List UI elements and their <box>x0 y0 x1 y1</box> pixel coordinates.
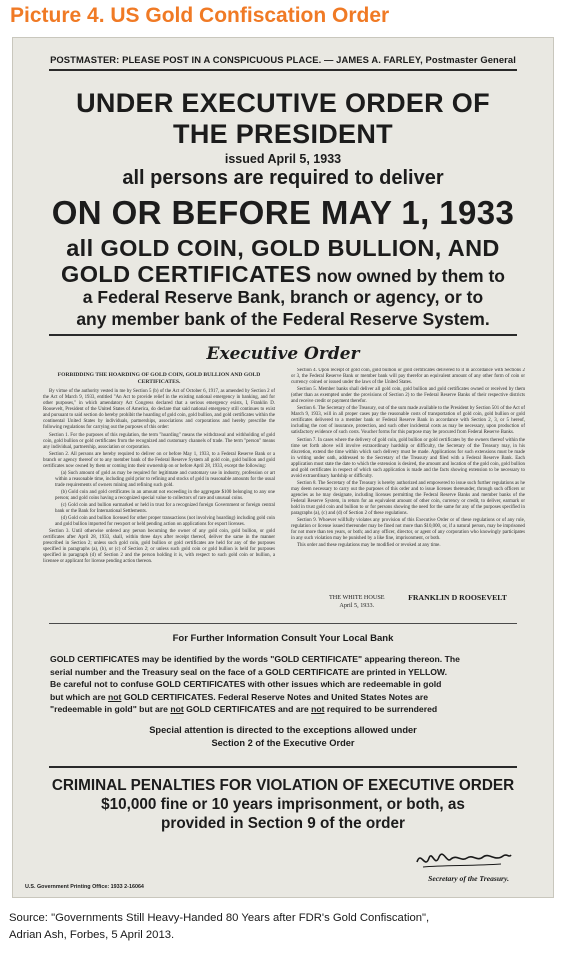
section-2d-paragraph: (d) Gold coin and bullion licensed for other proper transactions (not involving hoarding) including gold coin and gold bullion imported for reexport or held pending action on applications for export licenses. <box>55 516 275 528</box>
white-house-label: THE WHITE HOUSE <box>329 594 385 601</box>
gold-line-3: a Federal Reserve Bank, branch or agency, or to <box>82 287 484 307</box>
source-citation <box>9 910 429 944</box>
left-column-heading: FORBIDDING THE HOARDING OF GOLD COIN, GOLD BULLION AND GOLD CERTIFICATES. <box>57 372 261 385</box>
notice-line-4-b: GOLD CERTIFICATES. Federal Reserve Notes and United States Notes are <box>121 691 429 702</box>
gold-order-poster <box>12 37 554 898</box>
notice-line-2: serial number and the Treasury seal on the face of a GOLD CERTIFICATE are printed in YELLOW. <box>50 666 447 677</box>
special-line-1: Special attention is directed to the exceptions allowed under <box>149 725 417 735</box>
section-3-paragraph: Section 3. Until otherwise ordered any person becoming the owner of any gold coin, gold bullion, or gold certificates after April 28, 1933, shall, within three days after receipt thereof, deliver the same in the manner prescribed in Section 2; unless such gold coin, gold bullion or gold certificates are held for any of the purposes specified in paragraphs (a), (b), or (c) of Section 2; or unless such gold coin or gold bullion is held for purposes specified in paragraph (d) of Section 2 and the person holding it is, with respect to such gold coin or bullion, a licensee or applicant for license pending action thereon. <box>43 529 275 565</box>
section-2c-paragraph: (c) Gold coin and bullion earmarked or held in trust for a recognized foreign Government or foreign central bank or the Bank for International Settlements. <box>55 503 275 515</box>
top-divider <box>49 69 517 71</box>
section-2a-paragraph: (a) Such amount of gold as may be required for legitimate and customary use in industry, profession or art within a reasonable time, including gold prior to refining and stocks of gold in reasonable amounts for the usual trade requirements of owners mining and refining such gold. <box>55 470 275 488</box>
order-date: April 5, 1933. <box>339 602 375 609</box>
section-6-paragraph: Section 6. The Secretary of the Treasury, out of the sum made available to the President by Section 501 of the Act of March 9, 1933, will in all proper cases pay the reasonable costs of transportation of gold coin, gold bullion or gold certificates delivered to a member bank or Federal Reserve Bank in accordance with Section 2, 3, or 5 hereof, including the cost of insurance, protection, and such other incidental costs as may be necessary, upon production of satisfactory evidence of such costs. Voucher forms for this purpose may be procured from Federal Reserve Banks. <box>291 406 525 436</box>
section-8-paragraph: Section 8. The Secretary of the Treasury is hereby authorized and empowered to issue such further regulations as he may deem necessary to carry out the purposes of this order and to issue licenses thereunder, through such officers or agencies as he may designate, including licenses permitting the Federal Reserve Banks and member banks of the Federal Reserve System, in return for an equivalent amount of other coin, currency or credit, to deliver, earmark or hold in trust gold coin and bullion to or for persons showing the need for the same for any of the purposes specified in paragraphs (a), (c) and (d) of Section 2 of these regulations. <box>291 480 525 517</box>
gold-certificates-text: GOLD CERTIFICATES <box>61 261 312 287</box>
section-2b-paragraph: (b) Gold coin and gold certificates in an amount not exceeding in the aggregate $100 belonging to any one person; and gold coins having a recognized special value to collectors of rare and unusual coins. <box>55 489 275 501</box>
postmaster-notice: POSTMASTER: PLEASE POST IN A CONSPICUOUS PLACE. — JAMES A. FARLEY, Postmaster General <box>50 54 516 65</box>
section-1-paragraph: Section 1. For the purposes of this regulation, the term "hoarding" means the withdrawal and withholding of gold coin, gold bullion or gold certificates from the recognized and customary channels of trade. The term "person" means any individual, partnership, association or corporation. <box>43 432 275 450</box>
section-9-paragraph: Section 9. Whoever willfully violates any provision of this Executive Order or of these regulations or of any rule, regulation or license issued thereunder may be fined not more than $10,000, or, if a natural person, may be imprisoned for not more than ten years, or both; and any officer, director, or agent of any corporation who knowingly participates in any such violation may be punished by a like fine, imprisonment, or both. <box>291 518 525 542</box>
mid-divider <box>49 334 517 336</box>
gold-line-1: all GOLD COIN, GOLD BULLION, AND <box>66 235 500 261</box>
penalty-line-2: $10,000 fine or 10 years imprisonment, or both, as <box>101 796 465 813</box>
modification-paragraph: This order and these regulations may be modified or revoked at any time. <box>297 543 441 549</box>
section-7-paragraph: Section 7. In cases where the delivery of gold coin, gold bullion or gold certificates by the owners thereof within the time set forth above will involve extraordinary hardship or difficulty, the Secretary of the Treasury may, in his discretion, extend the time within which such delivery must be made. Applications for such extensions must be made in writing under oath, addressed to the Secretary of the Treasury and filed with a Federal Reserve Bank. Each application must state the date to which the extension is desired, the amount and location of the gold coin, gold bullion and gold certificates in respect of which such application is made and the facts showing extension to be necessary to avoid extraordinary hardship or difficulty. <box>291 437 525 479</box>
president-signature-name: FRANKLIN D ROOSEVELT <box>408 593 507 602</box>
notice-line-4-underline: not <box>108 691 122 702</box>
penalty-line-3: provided in Section 9 of the order <box>161 815 405 832</box>
gold-line-4: any member bank of the Federal Reserve System. <box>76 309 490 329</box>
notice-line-5-c: required to be surrendered <box>324 704 438 714</box>
required-line: all persons are required to deliver <box>122 167 444 189</box>
issued-date: issued April 5, 1933 <box>224 152 342 166</box>
penalty-block <box>13 776 553 833</box>
notice-line-5 <box>50 703 520 716</box>
source-line-1: Source: "Governments Still Heavy-Handed 80 Years after FDR's Gold Confiscation", <box>9 912 430 924</box>
executive-order-title: Executive Order <box>206 344 360 364</box>
figure-caption: Picture 4. US Gold Confiscation Order <box>10 4 390 27</box>
deadline-line: ON OR BEFORE MAY 1, 1933 <box>51 194 515 231</box>
section-5-paragraph: Section 5. Member banks shall deliver all gold coin, gold bullion and gold certificates owned or received by them (other than as exempted under the provisions of Section 2) to the Federal Reserve Banks of their respective districts and receive credit or payment therefor. <box>291 387 525 405</box>
notice-line-4-a: but which are <box>50 691 108 702</box>
notice-line-1: GOLD CERTIFICATES may be identified by the words "GOLD CERTIFICATE" appearing thereon. The <box>50 654 460 664</box>
left-column <box>43 372 275 594</box>
notice-line-4 <box>50 691 520 704</box>
preamble-paragraph: By virtue of the authority vested in me by Section 5 (b) of the Act of October 6, 1917, as amended by Section 2 of the Act of March 9, 1933, entitled "An Act to provide relief in the existing national emergency in banking, and for other purposes," in which amendatory Act Congress declared that a serious emergency exists, I, Franklin D. Roosevelt, President of the United States of America, do declare that said national emergency still continues to exist and pursuant to said section do hereby prohibit the hoarding of gold coin, gold bullion, and gold certificates within the continental United States by individuals, partnerships, associations and corporations and hereby prescribe the following regulations for carrying out the purposes of this order: <box>43 389 275 431</box>
special-line-2: Section 2 of the Executive Order <box>211 738 355 748</box>
section-4-paragraph: Section 4. Upon receipt of gold coin, gold bullion or gold certificates delivered to it in accordance with Sections 2 or 3, the Federal Reserve Bank or member bank will pay therefor an equivalent amount of any other form of coin or currency coined or issued under the laws of the United States. <box>291 368 525 386</box>
gpo-imprint: U.S. Government Printing Office: 1933 2-16064 <box>25 884 144 890</box>
special-attention <box>13 724 553 750</box>
headline-line-1: UNDER EXECUTIVE ORDER OF <box>76 88 490 118</box>
notice-line-3: Be careful not to confuse GOLD CERTIFICATES with other issues which are redeemable in gold <box>50 679 442 689</box>
section-2-paragraph: Section 2. All persons are hereby required to deliver on or before May 1, 1933, to a Federal Reserve Bank or a branch or agency thereof or to any member bank of the Federal Reserve System all gold coin, gold bullion and gold certificates now owned by them or coming into their ownership on or before April 28, 1933, except the following: <box>43 451 275 469</box>
penalty-line-1: CRIMINAL PENALTIES FOR VIOLATION OF EXECUTIVE ORDER <box>51 777 515 794</box>
penalty-divider <box>49 766 517 768</box>
owned-by-them-text: now owned by them to <box>311 266 505 286</box>
notice-line-5-a: "redeemable in gold" but are <box>50 704 171 714</box>
lower-divider <box>49 623 517 624</box>
headline-line-2: THE PRESIDENT <box>173 119 393 149</box>
notice-line-5-b: GOLD CERTIFICATES and are <box>183 704 312 714</box>
notice-line-5-underline-1: not <box>170 704 184 714</box>
secretary-signature <box>413 840 513 874</box>
right-column <box>291 368 525 584</box>
secretary-label: Secretary of the Treasury. <box>428 874 509 883</box>
source-line-2: Adrian Ash, Forbes, 5 April 2013. <box>9 929 175 941</box>
gold-certificate-notice <box>50 653 520 716</box>
info-line: For Further Information Consult Your Local Bank <box>172 633 394 644</box>
notice-line-5-underline-2: not <box>311 704 325 714</box>
white-house-block <box>329 594 385 610</box>
gold-line-2 <box>13 261 553 288</box>
